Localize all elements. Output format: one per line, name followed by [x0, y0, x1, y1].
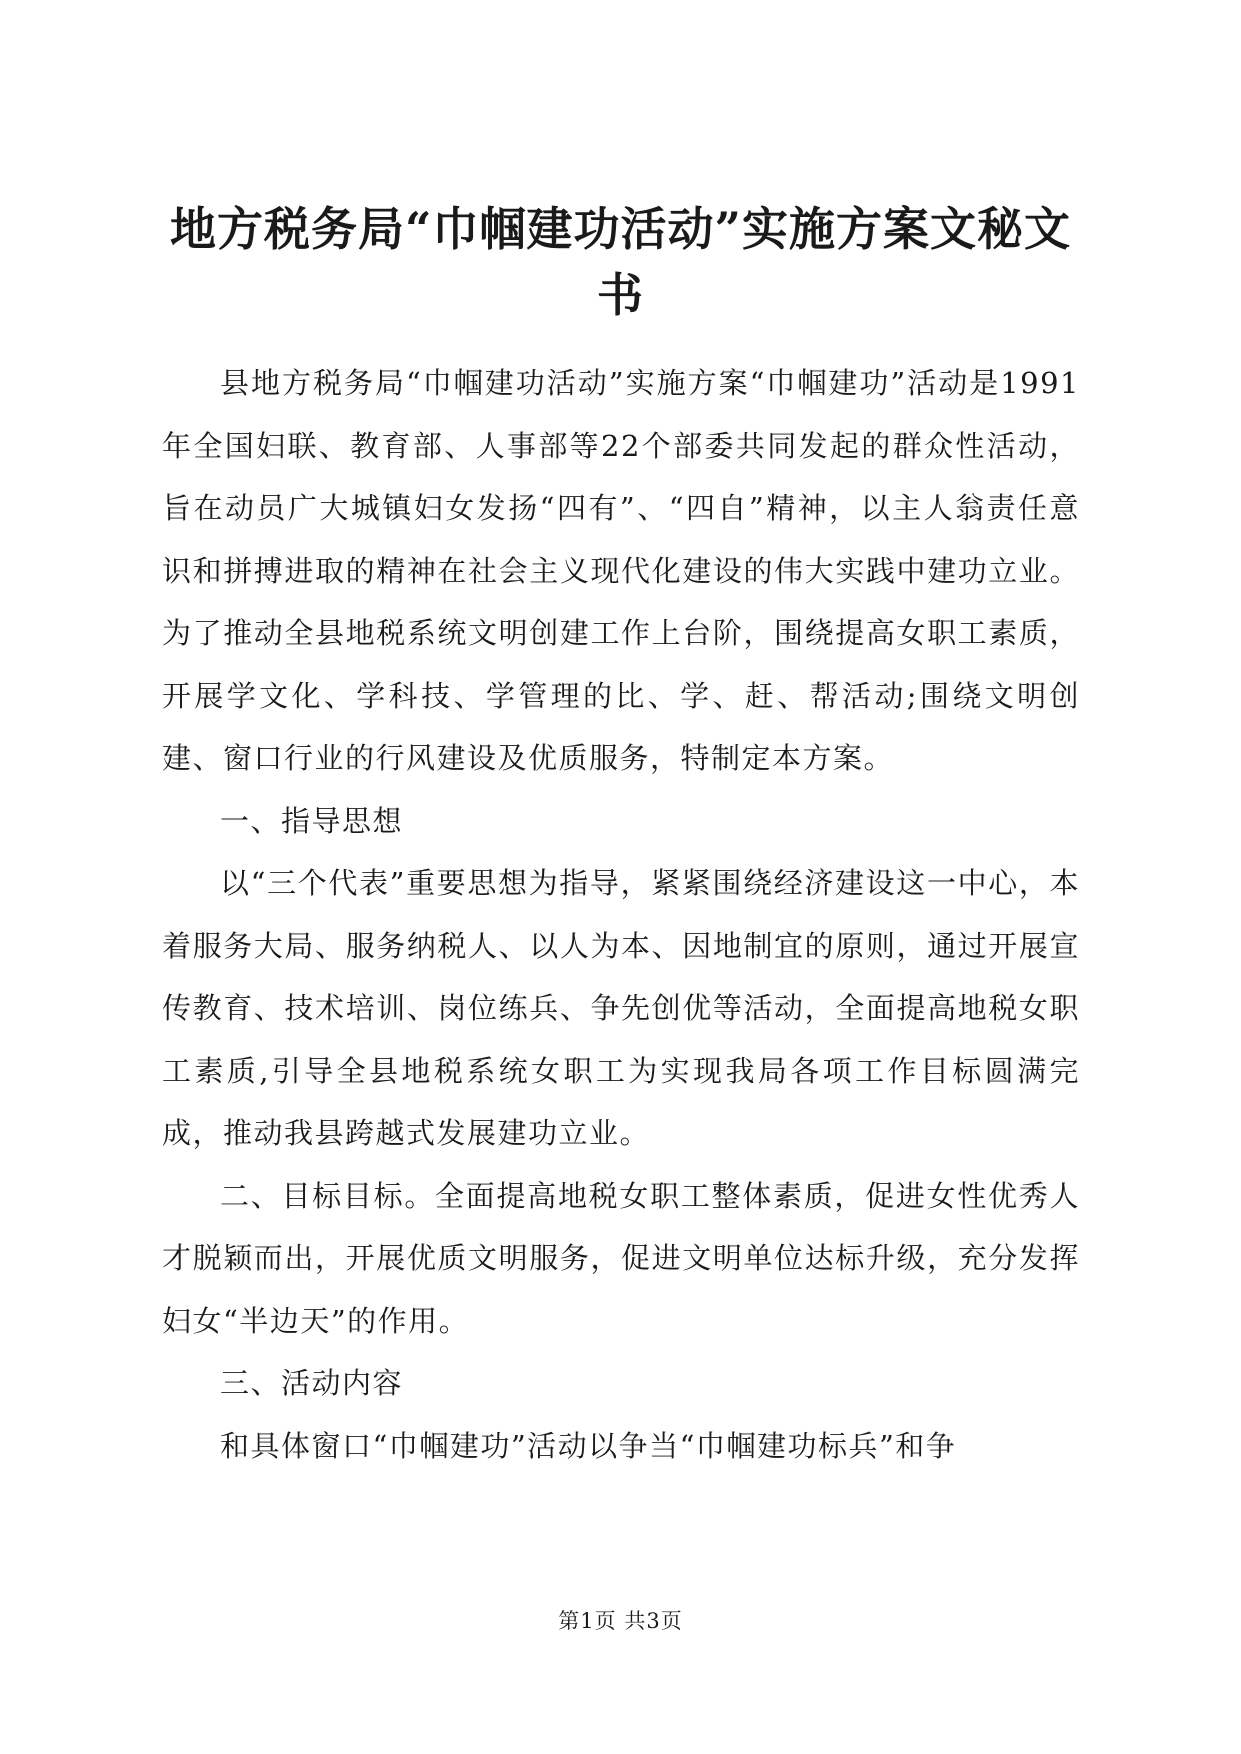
intro-paragraph: 县地方税务局“巾帼建功活动”实施方案“巾帼建功”活动是1991年全国妇联、教育部、人事部等22个部委共同发起的群众性活动，旨在动员广大城镇妇女发扬“四有”、“四自”精神，以主人翁责任意识和拼搏进取的精神在社会主义现代化建设的伟大实践中建功立业。为了推动全县地税系统文明创建工作上台阶，围绕提高女职工素质，开展学文化、学科技、学管理的比、学、赶、帮活动;围绕文明创建、窗口行业的行风建设及优质服务，特制定本方案。 [162, 366, 1080, 775]
section-heading-activity-content: 三、活动内容 [220, 1366, 404, 1400]
page-number-footer: 第1页 共3页 [558, 1609, 683, 1633]
section-heading-guiding-ideology: 一、指导思想 [220, 803, 404, 838]
objectives-paragraph: 二、目标目标。全面提高地税女职工整体素质，促进女性优秀人才脱颖而出，开展优质文明服务，促进文明单位达标升级，充分发挥妇女“半边天”的作用。 [162, 1178, 1080, 1338]
document-title: 地方税务局“巾帼建功活动”实施方案文秘文书 [170, 202, 1071, 322]
activity-content-paragraph: 和具体窗口“巾帼建功”活动以争当“巾帼建功标兵”和争 [220, 1428, 957, 1463]
document-body [162, 352, 1080, 1477]
guiding-ideology-paragraph: 以“三个代表”重要思想为指导，紧紧围绕经济建设这一中心，本着服务大局、服务纳税人、以人为本、因地制宜的原则，通过开展宣传教育、技术培训、岗位练兵、争先创优等活动，全面提高地税女职工素质,引导全县地税系统女职工为实现我局各项工作目标圆满完成，推动我县跨越式发展建功立业。 [162, 866, 1080, 1150]
